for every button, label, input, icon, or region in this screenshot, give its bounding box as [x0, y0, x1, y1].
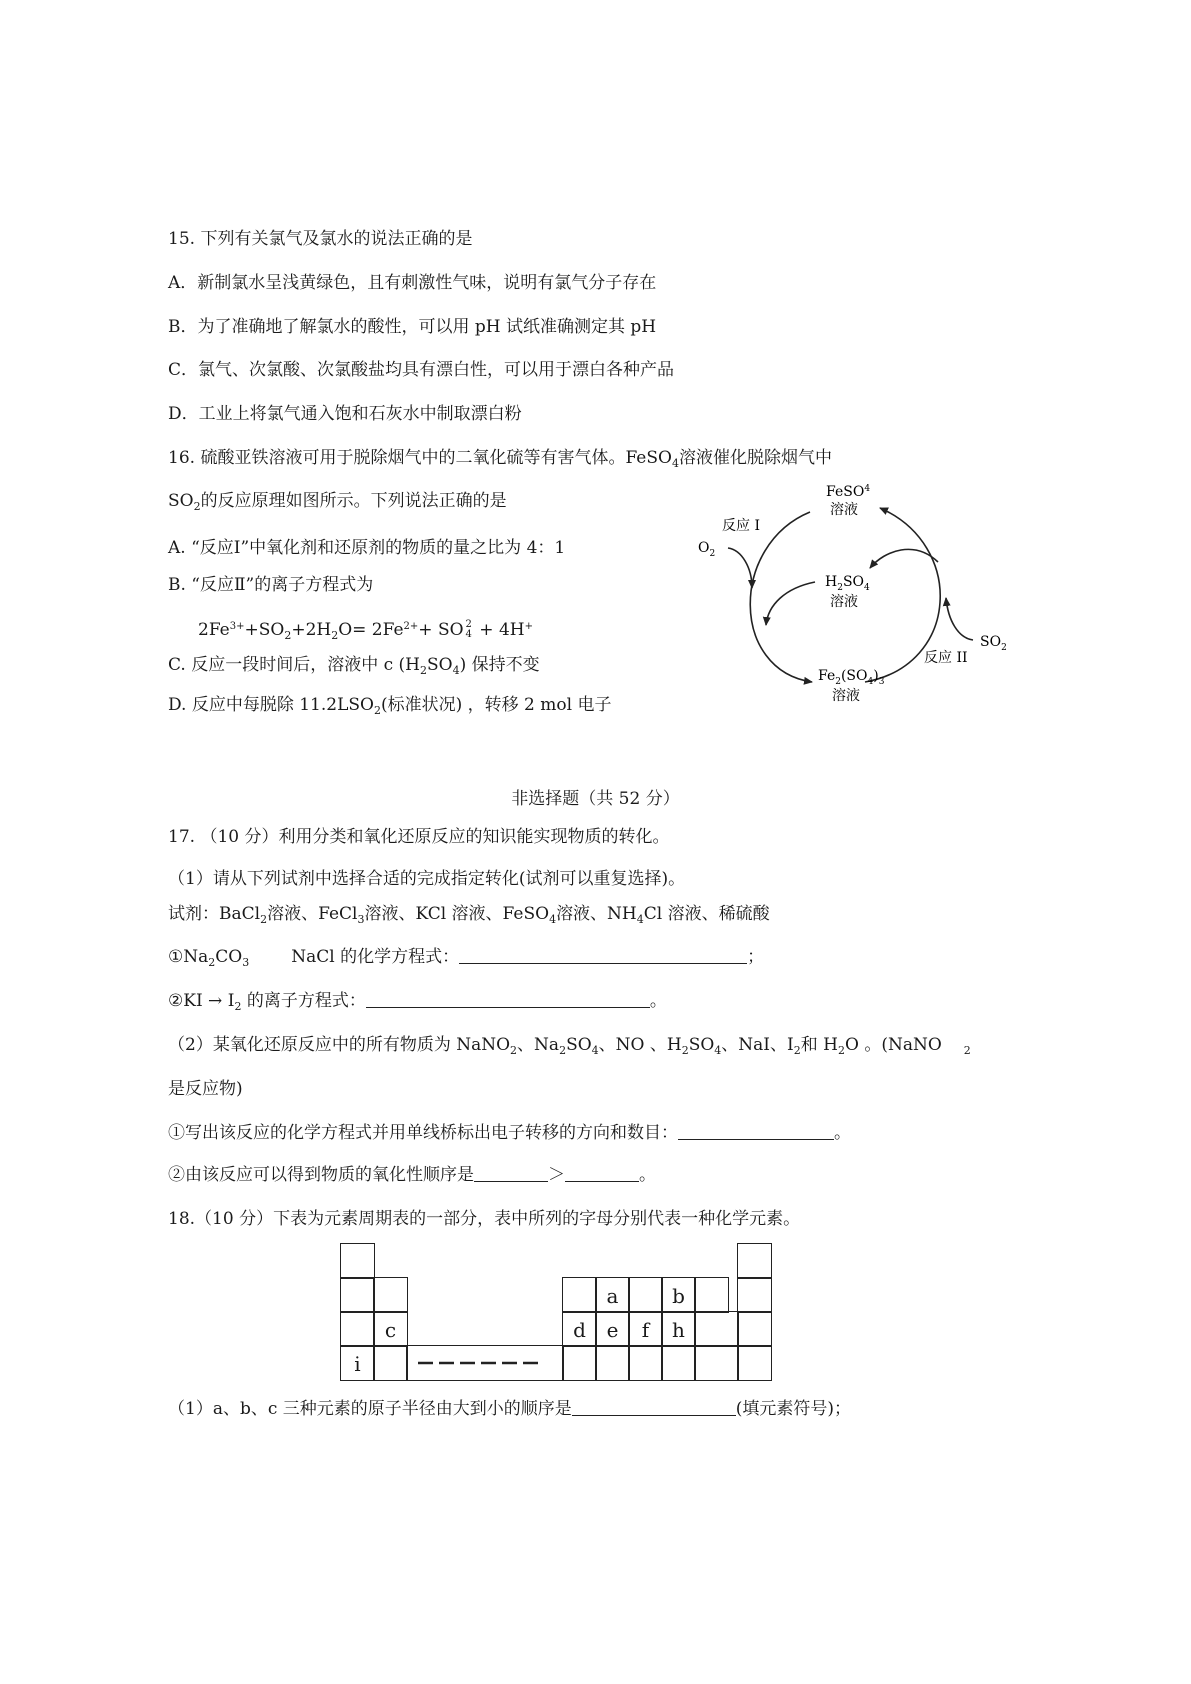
q18-part1: （1）a、b、c 三种元素的原子半径由大到小的顺序是 (填元素符号)； [168, 1399, 852, 1419]
diagram-feso4: FeSO$^4$ [826, 484, 871, 500]
pt-cell [373, 1277, 408, 1313]
pt-cell [562, 1277, 597, 1313]
diagram-o2: $O_2$ [698, 540, 716, 559]
pt-cell [562, 1345, 597, 1381]
q17-item4: ②由该反应可以得到物质的氧化性顺序是 ＞ 。 [168, 1165, 656, 1185]
q16-option-b: B. “反应Ⅱ”的离子方程式为 [168, 575, 374, 595]
pt-cell-a: a [595, 1277, 630, 1313]
inner-arc-top [870, 549, 938, 568]
pt-cell [737, 1311, 772, 1347]
q17-part2: （2）某氧化还原反应中的所有物质为 NaNO$_2$、$Na_2SO_4$、NO 、$H_2SO_4$、NaI、$I_2$和 $H_2O$ 。(NaNO $_2$ [168, 1035, 971, 1057]
q17-item2-blank[interactable] [366, 991, 650, 1008]
pt-cell-i: i [340, 1345, 375, 1381]
q18-part1-blank[interactable] [572, 1399, 736, 1416]
q16-option-b-equation: $2Fe^{3+}+SO_2+2H_2O= 2Fe^{2+}+$ SO 2 4 + 4H+ [198, 619, 533, 642]
q17-item3: ①写出该反应的化学方程式并用单线桥标出电子转移的方向和数目： 。 [168, 1123, 851, 1143]
pt-cell-h: h [661, 1311, 696, 1347]
pt-cell [340, 1311, 375, 1347]
pt-cell [694, 1311, 739, 1347]
q17-reagents: 试剂：BaCl$_2$溶液、FeCl$_3$溶液、KCl 溶液、FeSO$_4$溶液、$NH_4Cl$ 溶液、稀硫酸 [168, 904, 770, 926]
q17-item1-blank[interactable] [459, 947, 747, 964]
diagram-feso4-solution: 溶液 [830, 502, 858, 518]
q15-stem: 15. 下列有关氯气及氯水的说法正确的是 [168, 229, 473, 249]
q16-stem-line2: $SO_2$的反应原理如图所示。下列说法正确的是 [168, 491, 507, 513]
pt-cell-c: c [373, 1311, 408, 1347]
diagram-h2so4-solution: 溶液 [830, 594, 858, 610]
pt-cell [737, 1277, 772, 1313]
diagram-h2so4: $H_2SO_4$ [825, 574, 870, 593]
q15-option-b: B．为了准确地了解氯水的酸性，可以用 pH 试纸准确测定其 pH [168, 317, 657, 337]
q15-option-c: C．氯气、次氯酸、次氯酸盐均具有漂白性，可以用于漂白各种产品 [168, 360, 675, 380]
inner-arc-bottom [766, 582, 815, 625]
periodic-table-fragment [340, 1243, 772, 1380]
reaction-cycle-diagram [690, 470, 1020, 715]
q18-stem: 18.（10 分）下表为元素周期表的一部分，表中所列的字母分别代表一种化学元素。 [168, 1209, 801, 1229]
diagram-reaction-2: 反应 II [924, 650, 968, 666]
dashes-icon [416, 1357, 544, 1369]
pt-cell [737, 1345, 772, 1381]
q17-item4-blank2[interactable] [565, 1165, 639, 1182]
q17-item1: $①Na_2CO_3$ NaCl 的化学方程式： ； [168, 947, 765, 969]
diagram-reaction-1: 反应 I [722, 518, 760, 534]
pt-cell [595, 1345, 630, 1381]
pt-cell [628, 1277, 663, 1313]
pt-dashes [416, 1354, 544, 1366]
q15-option-a: A．新制氯水呈浅黄绿色，且有刺激性气味，说明有氯气分子存在 [168, 273, 657, 293]
pt-cell-b: b [661, 1277, 696, 1313]
o2-arrow [728, 548, 752, 588]
q16-stem-line1: 16. 硫酸亚铁溶液可用于脱除烟气中的二氧化硫等有害气体。FeSO$_4$溶液催化脱除烟气中 [168, 448, 832, 470]
q16-option-d: D. 反应中每脱除 $11.2LSO_2$(标准状况) ，转移 2 mol 电子 [168, 695, 612, 717]
q17-item4-blank1[interactable] [474, 1165, 548, 1182]
q17-item3-blank[interactable] [678, 1123, 834, 1140]
diagram-fe2so43-solution: 溶液 [832, 688, 860, 704]
q17-item2: ②KI → $I_2$ 的离子方程式： 。 [168, 991, 667, 1013]
pt-cell [340, 1243, 375, 1279]
pt-cell-f: f [628, 1311, 663, 1347]
pt-cell [628, 1345, 663, 1381]
q15-option-d: D．工业上将氯气通入饱和石灰水中制取漂白粉 [168, 404, 522, 424]
pt-cell [694, 1277, 729, 1313]
diagram-so2: $SO_2$ [980, 634, 1007, 653]
pt-cell [340, 1277, 375, 1313]
so2-arrow [946, 598, 973, 640]
q17-part1: （1）请从下列试剂中选择合适的完成指定转化(试剂可以重复选择)。 [168, 869, 686, 889]
pt-cell [694, 1345, 739, 1381]
pt-cell [373, 1345, 408, 1381]
pt-cell [737, 1243, 772, 1279]
q17-part2-line2: 是反应物) [168, 1079, 243, 1099]
q16-option-a: A. “反应Ⅰ”中氧化剂和还原剂的物质的量之比为 4：1 [168, 538, 566, 558]
section-title: 非选择题（共 52 分） [511, 789, 680, 809]
pt-cell [661, 1345, 696, 1381]
pt-cell-e: e [595, 1311, 630, 1347]
q17-stem: 17. （10 分）利用分类和氧化还原反应的知识能实现物质的转化。 [168, 827, 670, 847]
pt-cell-d: d [562, 1311, 597, 1347]
diagram-fe2so43: $Fe_2(SO_4)_3$ [818, 668, 885, 687]
q16-option-c: C. 反应一段时间后，溶液中 c $(H_2SO_4)$ 保持不变 [168, 655, 540, 677]
